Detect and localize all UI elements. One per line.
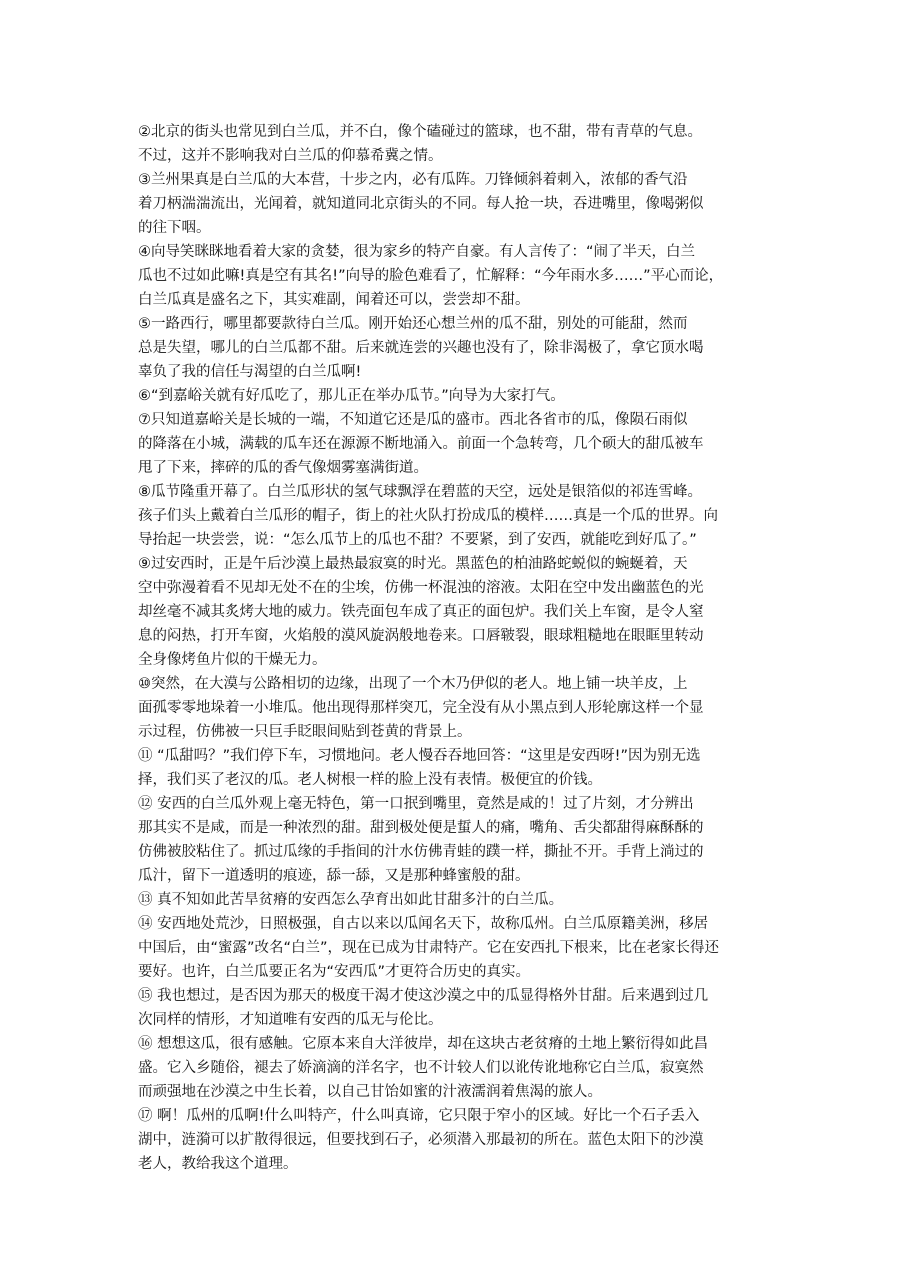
paragraph-8: ⑧瓜节隆重开幕了。白兰瓜形状的氢气球飘浮在碧蓝的天空，远处是银箔似的祁连雪峰。 孩子们头上戴着白兰瓜形的帽子，街上的社火队打扮成瓜的模样……真是一个瓜的世界。向 导抬起一块尝尝，说：“怎么瓜节上的瓜也不甜？不要紧，到了安西，就能吃到好瓜了。” [138, 484, 718, 548]
paragraph-16: ⑯ 想想这瓜，很有感触。它原本来自大洋彼岸，却在这块古老贫瘠的土地上繁衍得如此昌 盛。它入乡随俗，褪去了娇滴滴的洋名字，也不计较人们以讹传讹地称它白兰瓜，寂寞然 而顽强地在沙漠之中生长着，以自己甘饴如蜜的汁液濡润着焦渴的旅人。 [138, 1036, 709, 1100]
paragraph-12: ⑫ 安西的白兰瓜外观上毫无特色，第一口抿到嘴里，竟然是咸的！过了片刻，才分辨出 那其实不是咸，而是一种浓烈的甜。甜到极处便是蜇人的痛，嘴角、舌尖都甜得麻酥酥的 仿佛被胶粘住了。抓过瓜缘的手指间的汁水仿佛青蛙的蹼一样，撕扯不开。手背上淌过的 瓜汁，留下一道透明的痕迹，舔一舔，又是那种蜂蜜般的甜。 [138, 796, 704, 884]
paragraph-17: ⑰ 啊！瓜州的瓜啊!什么叫特产，什么叫真谛，它只限于窄小的区域。好比一个石子丢入 湖中，涟漪可以扩散得很远，但要找到石子，必须潜入那最初的所在。蓝色太阳下的沙漠 老人，教给我这个道理。 [138, 1108, 704, 1172]
paragraph-3: ③兰州果真是白兰瓜的大本营，十步之内，必有瓜阵。刀锋倾斜着刺入，浓郁的香气沿 着刀柄湍湍流出，光闻着，就知道同北京街头的不同。每人抢一块，吞进嘴里，像喝粥似 的往下咽。 [138, 172, 704, 236]
paragraph-4: ④向导笑眯眯地看着大家的贪婪，很为家乡的特产自豪。有人言传了：“闹了半天，白兰 瓜也不过如此嘛!真是空有其名!”向导的脸色难看了，忙解释：“今年雨水多……”平心而论， 白兰瓜真是盛名之下，其实难副，闻着还可以，尝尝却不甜。 [138, 244, 724, 308]
document-page [138, 120, 792, 1176]
paragraph-14: ⑭ 安西地处荒沙，日照极强，自古以来以瓜闻名天下，故称瓜州。白兰瓜原籍美洲，移居 中国后，由“蜜露”改名“白兰”，现在已成为甘肃特产。它在安西扎下根来，比在老家长得还 要好。也许，白兰瓜要正名为“安西瓜”才更符合历史的真实。 [138, 916, 720, 980]
paragraph-5: ⑤一路西行，哪里都要款待白兰瓜。刚开始还心想兰州的瓜不甜，别处的可能甜，然而 总是失望，哪儿的白兰瓜都不甜。后来就连尝的兴趣也没有了，除非渴极了，拿它顶水喝 辜负了我的信任与渴望的白兰瓜啊! [138, 316, 704, 380]
paragraph-6: ⑥“到嘉峪关就有好瓜吃了，那儿正在举办瓜节。”向导为大家打气。 [138, 388, 565, 404]
paragraph-13: ⑬ 真不知如此苦旱贫瘠的安西怎么孕育出如此甘甜多汁的白兰瓜。 [138, 892, 564, 908]
paragraph-15: ⑮ 我也想过，是否因为那天的极度干渴才使这沙漠之中的瓜显得格外甘甜。后来遇到过几 次同样的情形，才知道唯有安西的瓜无与伦比。 [138, 988, 709, 1028]
paragraph-11: ⑪ “瓜甜吗？”我们停下车，习惯地问。老人慢吞吞地回答：“这里是安西呀!”因为别无选 择，我们买了老汉的瓜。老人树根一样的脸上没有表情。极便宜的价钱。 [138, 748, 701, 788]
paragraph-2: ②北京的街头也常见到白兰瓜，并不白，像个磕碰过的篮球，也不甜，带有青草的气息。 不过，这并不影响我对白兰瓜的仰慕希冀之情。 [138, 124, 702, 164]
paragraph-7: ⑦只知道嘉峪关是长城的一端，不知道它还是瓜的盛市。西北各省市的瓜，像陨石雨似 的降落在小城，满载的瓜车还在源源不断地涌入。前面一个急转弯，几个硕大的甜瓜被车 甩了下来，摔碎的瓜的香气像烟雾塞满街道。 [138, 412, 704, 476]
paragraph-9: ⑨过安西时，正是午后沙漠上最热最寂寞的时光。黑蓝色的柏油路蛇蜕似的蜿蜒着，天 空中弥漫着看不见却无处不在的尘埃，仿佛一杯混浊的溶液。太阳在空中发出幽蓝色的光 却丝毫不减其炙烤大地的威力。铁壳面包车成了真正的面包炉。我们关上车窗，是令人窒 息的闷热，打开车窗，火焰般的漠风旋涡般地卷来。口唇皲裂，眼球粗糙地在眼眶里转动 全身像烤鱼片似的干燥无力。 [138, 556, 704, 668]
paragraph-10: ⑩突然，在大漠与公路相切的边缘，出现了一个木乃伊似的老人。地上铺一块羊皮，上 面孤零零地垛着一小堆瓜。他出现得那样突兀，完全没有从小黑点到人形轮廓这样一个显 示过程，仿佛被一只巨手眨眼间贴到苍黄的背景上。 [138, 676, 704, 740]
